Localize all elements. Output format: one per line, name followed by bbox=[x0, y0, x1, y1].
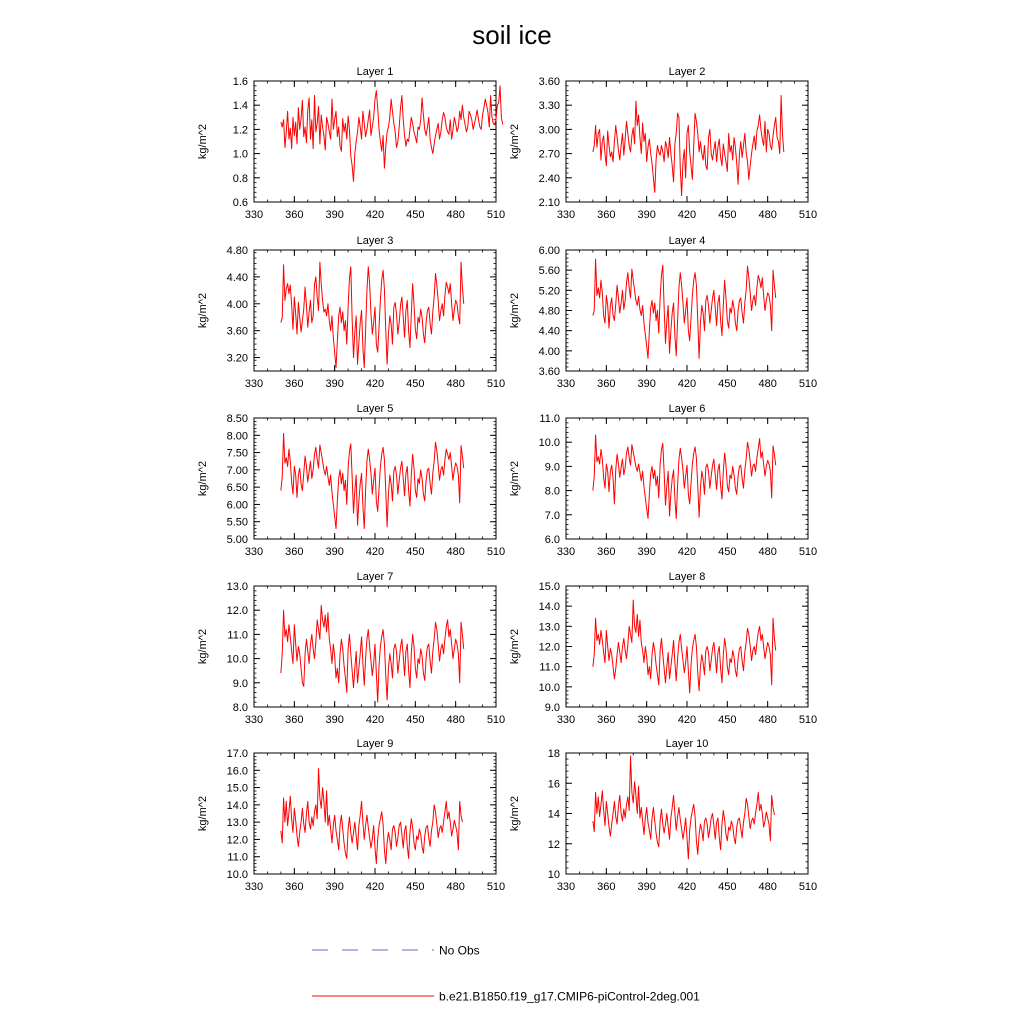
y-tick-label: 14.0 bbox=[226, 799, 248, 812]
x-tick-label: 450 bbox=[718, 714, 737, 726]
y-axis-label: kg/m^2 bbox=[197, 628, 209, 665]
x-tick-label: 360 bbox=[597, 881, 616, 893]
y-tick-label: 3.30 bbox=[538, 100, 560, 113]
y-tick-label: 2.10 bbox=[538, 197, 560, 209]
y-tick-label: 10.0 bbox=[226, 653, 248, 666]
y-axis-label: kg/m^2 bbox=[197, 123, 209, 160]
y-tick-label: 14 bbox=[547, 808, 560, 821]
panel-title: Layer 9 bbox=[356, 738, 394, 750]
x-tick-label: 390 bbox=[325, 714, 344, 726]
x-tick-label: 450 bbox=[718, 209, 737, 221]
y-axis-label: kg/m^2 bbox=[509, 292, 521, 329]
y-tick-label: 9.0 bbox=[544, 461, 560, 474]
y-tick-label: 1.4 bbox=[232, 100, 248, 113]
x-tick-label: 510 bbox=[486, 546, 506, 558]
y-tick-label: 2.40 bbox=[538, 172, 560, 185]
panel-layer-1 bbox=[197, 66, 505, 221]
x-tick-label: 450 bbox=[718, 378, 737, 390]
y-tick-label: 4.80 bbox=[226, 245, 248, 257]
y-axis-label: kg/m^2 bbox=[509, 460, 521, 497]
y-tick-label: 12.0 bbox=[226, 605, 248, 618]
x-tick-label: 360 bbox=[285, 881, 304, 893]
x-tick-label: 330 bbox=[244, 714, 264, 726]
x-tick-label: 330 bbox=[556, 378, 576, 390]
y-tick-label: 12.0 bbox=[226, 834, 248, 847]
y-tick-label: 4.80 bbox=[538, 305, 560, 318]
y-axis-label: kg/m^2 bbox=[509, 123, 521, 160]
y-tick-label: 4.00 bbox=[538, 345, 560, 358]
y-tick-label: 6.50 bbox=[226, 482, 248, 495]
x-tick-label: 510 bbox=[486, 378, 506, 390]
y-axis-label: kg/m^2 bbox=[197, 795, 209, 832]
x-tick-label: 390 bbox=[637, 881, 656, 893]
y-tick-label: 3.60 bbox=[538, 366, 560, 378]
x-tick-label: 510 bbox=[798, 546, 818, 558]
x-tick-label: 480 bbox=[758, 546, 777, 558]
y-tick-label: 0.6 bbox=[232, 197, 248, 209]
y-tick-label: 5.60 bbox=[538, 265, 560, 278]
x-tick-label: 420 bbox=[677, 881, 697, 893]
y-tick-label: 10.0 bbox=[538, 681, 560, 694]
y-tick-label: 12 bbox=[547, 838, 560, 851]
x-tick-label: 360 bbox=[285, 209, 304, 221]
y-tick-label: 10 bbox=[547, 869, 560, 881]
x-tick-label: 330 bbox=[244, 546, 264, 558]
x-tick-label: 510 bbox=[486, 881, 506, 893]
y-tick-label: 10.0 bbox=[226, 869, 248, 881]
y-tick-label: 16.0 bbox=[226, 765, 248, 778]
series-line-layer-8 bbox=[593, 600, 776, 693]
page-title: soil ice bbox=[472, 20, 552, 50]
y-tick-label: 1.6 bbox=[232, 76, 248, 88]
y-tick-label: 13.0 bbox=[226, 817, 248, 830]
x-tick-label: 480 bbox=[446, 881, 465, 893]
x-tick-label: 450 bbox=[406, 714, 425, 726]
x-tick-label: 480 bbox=[758, 209, 777, 221]
y-tick-label: 13.0 bbox=[226, 581, 248, 593]
x-tick-label: 390 bbox=[637, 546, 656, 558]
x-tick-label: 360 bbox=[597, 546, 616, 558]
y-tick-label: 0.8 bbox=[232, 172, 248, 185]
y-tick-label: 9.0 bbox=[232, 677, 248, 690]
y-axis-label: kg/m^2 bbox=[509, 628, 521, 665]
x-tick-label: 390 bbox=[637, 378, 656, 390]
y-tick-label: 10.0 bbox=[538, 437, 560, 450]
panel-layer-10 bbox=[509, 738, 817, 893]
x-tick-label: 420 bbox=[677, 378, 697, 390]
panel-title: Layer 6 bbox=[668, 403, 706, 415]
y-tick-label: 6.0 bbox=[544, 534, 560, 546]
x-tick-label: 480 bbox=[758, 881, 777, 893]
x-tick-label: 420 bbox=[677, 209, 697, 221]
x-tick-label: 360 bbox=[285, 378, 304, 390]
x-tick-label: 510 bbox=[798, 881, 818, 893]
x-tick-label: 360 bbox=[597, 209, 616, 221]
x-tick-label: 330 bbox=[244, 378, 264, 390]
x-tick-label: 420 bbox=[365, 881, 385, 893]
y-tick-label: 18 bbox=[547, 748, 560, 760]
x-tick-label: 480 bbox=[446, 378, 465, 390]
x-tick-label: 450 bbox=[406, 378, 425, 390]
y-tick-label: 13.0 bbox=[538, 621, 560, 634]
series-line-layer-1 bbox=[281, 86, 503, 182]
y-tick-label: 1.2 bbox=[232, 124, 248, 137]
x-tick-label: 330 bbox=[244, 209, 264, 221]
y-tick-label: 5.00 bbox=[226, 534, 248, 546]
panel-title: Layer 7 bbox=[356, 571, 394, 583]
series-line-layer-9 bbox=[281, 769, 463, 864]
y-tick-label: 4.00 bbox=[226, 298, 248, 311]
x-tick-label: 510 bbox=[486, 209, 506, 221]
x-tick-label: 450 bbox=[406, 546, 425, 558]
x-tick-label: 420 bbox=[365, 378, 385, 390]
x-tick-label: 330 bbox=[556, 714, 576, 726]
y-tick-label: 3.20 bbox=[226, 352, 248, 365]
x-tick-label: 390 bbox=[325, 546, 344, 558]
y-tick-label: 8.50 bbox=[226, 413, 248, 425]
x-tick-label: 480 bbox=[446, 546, 465, 558]
x-tick-label: 510 bbox=[486, 714, 506, 726]
y-tick-label: 3.00 bbox=[538, 124, 560, 137]
y-tick-label: 17.0 bbox=[226, 748, 248, 760]
panel-layer-2 bbox=[509, 66, 817, 221]
x-tick-label: 360 bbox=[285, 714, 304, 726]
panel-title: Layer 2 bbox=[668, 66, 706, 78]
chart-panels bbox=[197, 66, 817, 893]
x-tick-label: 450 bbox=[718, 546, 737, 558]
y-tick-label: 7.0 bbox=[544, 509, 560, 522]
y-tick-label: 12.0 bbox=[538, 641, 560, 654]
y-tick-label: 1.0 bbox=[232, 148, 248, 161]
x-tick-label: 480 bbox=[446, 209, 465, 221]
x-tick-label: 450 bbox=[406, 209, 425, 221]
x-tick-label: 510 bbox=[798, 209, 818, 221]
x-tick-label: 330 bbox=[244, 881, 264, 893]
y-tick-label: 15.0 bbox=[538, 581, 560, 593]
y-tick-label: 4.40 bbox=[226, 271, 248, 284]
y-tick-label: 6.00 bbox=[538, 245, 560, 257]
x-tick-label: 510 bbox=[798, 714, 818, 726]
y-tick-label: 6.00 bbox=[226, 499, 248, 512]
panel-title: Layer 3 bbox=[356, 235, 394, 247]
y-tick-label: 15.0 bbox=[226, 782, 248, 795]
x-tick-label: 390 bbox=[325, 881, 344, 893]
y-tick-label: 9.0 bbox=[544, 702, 560, 714]
y-tick-label: 3.60 bbox=[226, 325, 248, 338]
series-line-layer-2 bbox=[593, 96, 784, 196]
panel-title: Layer 8 bbox=[668, 571, 706, 583]
panel-title: Layer 10 bbox=[665, 738, 709, 750]
panel-layer-9 bbox=[197, 738, 505, 893]
y-tick-label: 5.50 bbox=[226, 516, 248, 529]
y-tick-label: 5.20 bbox=[538, 285, 560, 298]
panel-layer-7 bbox=[197, 571, 505, 726]
x-tick-label: 450 bbox=[718, 881, 737, 893]
panel-layer-8 bbox=[509, 571, 817, 726]
panel-layer-3 bbox=[197, 235, 505, 390]
y-axis-label: kg/m^2 bbox=[197, 292, 209, 329]
panel-layer-5 bbox=[197, 403, 505, 558]
x-tick-label: 420 bbox=[677, 546, 697, 558]
x-tick-label: 480 bbox=[446, 714, 465, 726]
legend-label-no-obs: No Obs bbox=[439, 943, 480, 958]
y-tick-label: 3.60 bbox=[538, 76, 560, 88]
x-tick-label: 450 bbox=[406, 881, 425, 893]
panel-title: Layer 4 bbox=[668, 235, 706, 247]
series-line-layer-7 bbox=[281, 605, 464, 702]
x-tick-label: 480 bbox=[758, 714, 777, 726]
x-tick-label: 360 bbox=[285, 546, 304, 558]
panel-title: Layer 1 bbox=[356, 66, 394, 78]
y-tick-label: 11.0 bbox=[227, 851, 248, 864]
y-tick-label: 16 bbox=[547, 778, 560, 791]
x-tick-label: 390 bbox=[637, 714, 656, 726]
y-tick-label: 8.0 bbox=[544, 485, 560, 498]
x-tick-label: 480 bbox=[758, 378, 777, 390]
series-line-layer-4 bbox=[593, 259, 776, 358]
legend bbox=[312, 944, 700, 1004]
panel-title: Layer 5 bbox=[356, 403, 394, 415]
x-tick-label: 420 bbox=[365, 546, 385, 558]
y-axis-label: kg/m^2 bbox=[509, 795, 521, 832]
x-tick-label: 360 bbox=[597, 378, 616, 390]
x-tick-label: 330 bbox=[556, 209, 576, 221]
series-line-layer-5 bbox=[281, 434, 464, 529]
x-tick-label: 330 bbox=[556, 881, 576, 893]
y-tick-label: 7.50 bbox=[226, 447, 248, 460]
x-tick-label: 390 bbox=[637, 209, 656, 221]
y-tick-label: 14.0 bbox=[538, 601, 560, 614]
x-tick-label: 420 bbox=[365, 714, 385, 726]
panel-layer-6 bbox=[509, 403, 817, 558]
y-tick-label: 7.00 bbox=[226, 464, 248, 477]
y-tick-label: 4.40 bbox=[538, 325, 560, 338]
panel-layer-4 bbox=[509, 235, 817, 390]
x-tick-label: 420 bbox=[677, 714, 697, 726]
x-tick-label: 360 bbox=[597, 714, 616, 726]
y-axis-label: kg/m^2 bbox=[197, 460, 209, 497]
y-tick-label: 2.70 bbox=[538, 148, 560, 161]
x-tick-label: 390 bbox=[325, 378, 344, 390]
x-tick-label: 510 bbox=[798, 378, 818, 390]
x-tick-label: 420 bbox=[365, 209, 385, 221]
legend-label-model: b.e21.B1850.f19_g17.CMIP6-piControl-2deg.001 bbox=[439, 989, 700, 1004]
series-line-layer-3 bbox=[281, 262, 464, 368]
x-tick-label: 330 bbox=[556, 546, 576, 558]
y-tick-label: 11.0 bbox=[539, 413, 560, 425]
y-tick-label: 11.0 bbox=[227, 629, 248, 642]
y-tick-label: 11.0 bbox=[539, 661, 560, 674]
y-tick-label: 8.00 bbox=[226, 430, 248, 443]
series-line-layer-10 bbox=[593, 756, 775, 859]
plot-frame bbox=[566, 753, 808, 874]
y-tick-label: 8.0 bbox=[232, 702, 248, 714]
x-tick-label: 390 bbox=[325, 209, 344, 221]
series-line-layer-6 bbox=[593, 435, 776, 518]
